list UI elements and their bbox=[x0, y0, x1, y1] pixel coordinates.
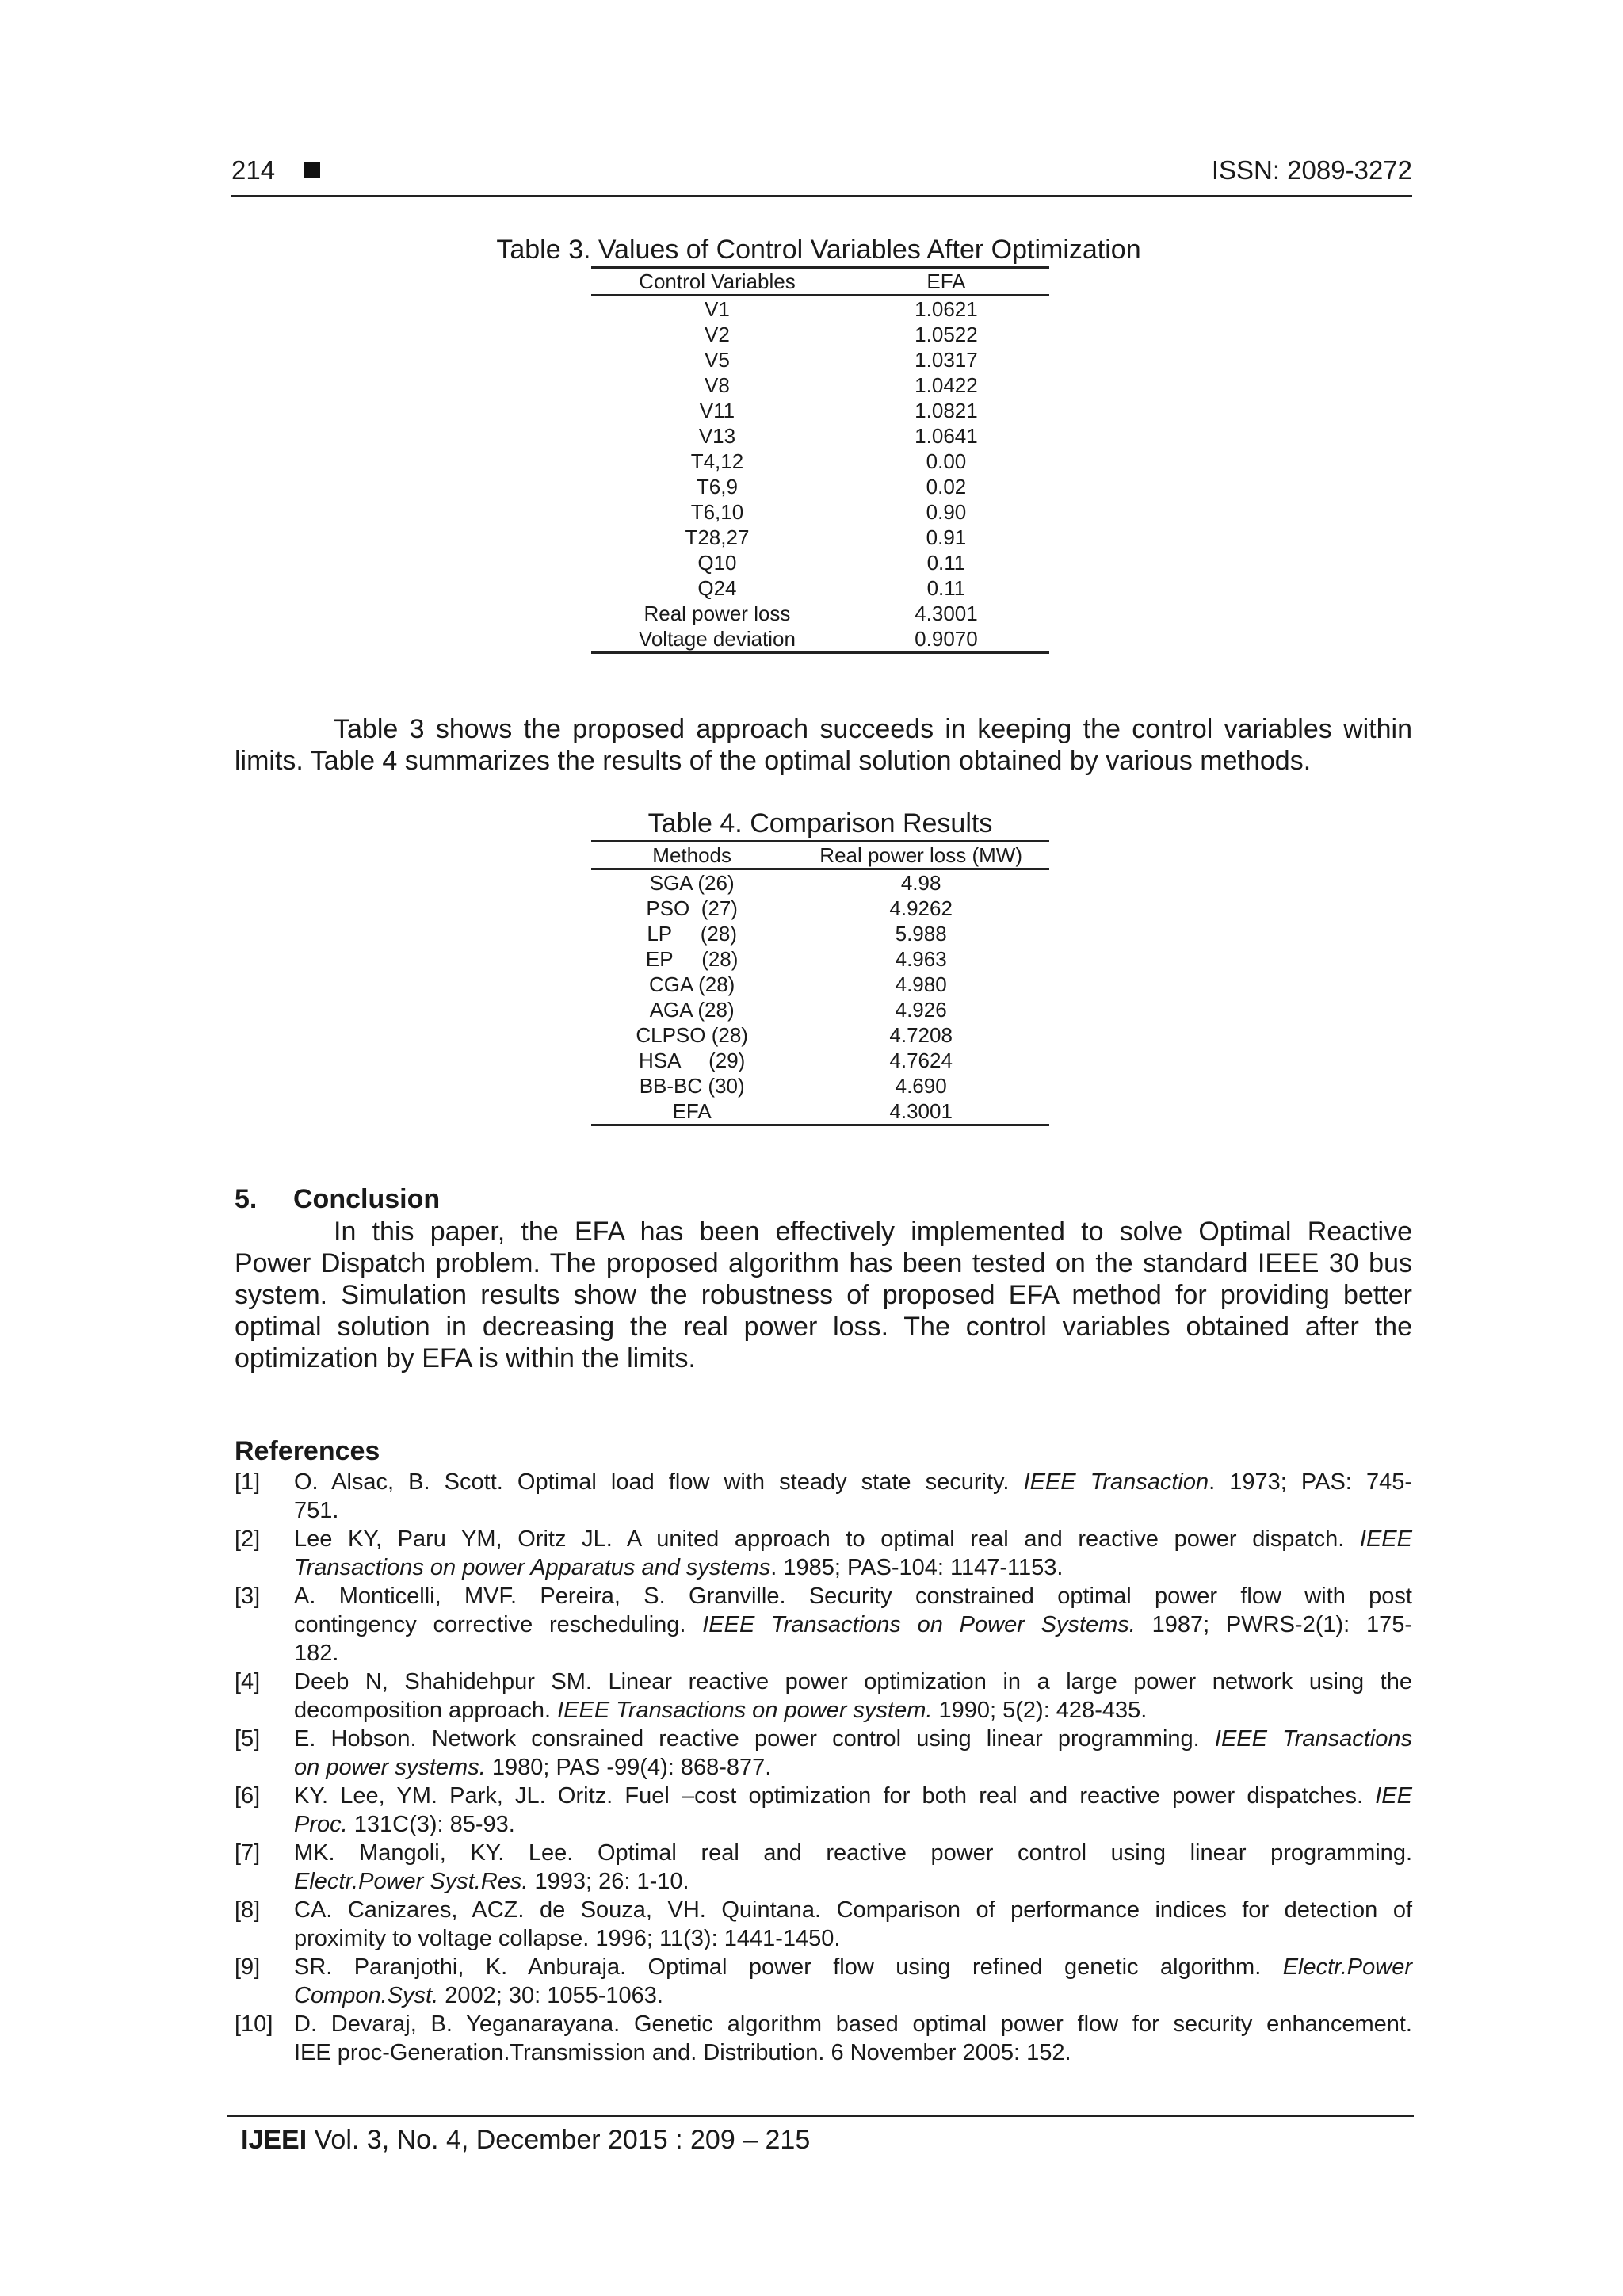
column-header: EFA bbox=[843, 268, 1049, 296]
reference-item bbox=[235, 2010, 1412, 2067]
table-row bbox=[591, 449, 1049, 474]
value-cell: 0.9070 bbox=[843, 626, 1049, 653]
table-row bbox=[591, 499, 1049, 525]
row-label-cell: V11 bbox=[699, 399, 735, 422]
paragraph-line: optimal solution in decreasing the real power loss. The control variables obtained after the bbox=[235, 1312, 1412, 1342]
reference-source: IEEE bbox=[1359, 1526, 1412, 1552]
reference-source: IEEE Transactions on power system. bbox=[557, 1698, 933, 1723]
reference-item bbox=[235, 1896, 1412, 1953]
table-row bbox=[591, 997, 1049, 1022]
table-row bbox=[591, 474, 1049, 499]
value-cell: 4.926 bbox=[895, 998, 947, 1022]
value-cell: 1.0317 bbox=[915, 348, 978, 372]
row-label-cell: BB-BC (30) bbox=[639, 1074, 745, 1098]
reference-line bbox=[294, 1953, 1412, 1981]
reference-source: IEE bbox=[1375, 1783, 1412, 1809]
paragraph-table3-discussion bbox=[235, 713, 1412, 777]
value-cell: 1.0621 bbox=[915, 297, 978, 321]
reference-number: [7] bbox=[235, 1840, 261, 1866]
reference-text: 1980; PAS -99(4): 868-877. bbox=[485, 1755, 772, 1780]
table-row bbox=[591, 347, 1049, 372]
table-row bbox=[591, 1098, 1049, 1125]
table4 bbox=[591, 840, 1049, 1126]
reference-item bbox=[235, 1953, 1412, 2010]
journal-name: IJEEI bbox=[241, 2125, 307, 2155]
journal-details: Vol. 3, No. 4, December 2015 : 209 – 215 bbox=[314, 2125, 811, 2155]
reference-text: 1990; 5(2): 428-435. bbox=[932, 1698, 1148, 1723]
value-cell: 4.690 bbox=[895, 1074, 947, 1098]
table-header-row bbox=[591, 268, 1049, 296]
reference-line bbox=[294, 1696, 1412, 1725]
page-footer bbox=[227, 2115, 1414, 2156]
table3-caption: Table 3. Values of Control Variables After Optimization bbox=[496, 235, 1141, 265]
reference-item bbox=[235, 1668, 1412, 1725]
reference-line bbox=[294, 1496, 1412, 1525]
value-cell: 4.7208 bbox=[889, 1023, 953, 1047]
paragraph-line: optimization by EFA is within the limits. bbox=[235, 1343, 697, 1373]
reference-line bbox=[294, 1468, 1412, 1496]
row-label-cell: CGA (28) bbox=[648, 972, 735, 996]
reference-line bbox=[294, 2038, 1412, 2067]
table-row bbox=[591, 896, 1049, 921]
section-title: Conclusion bbox=[293, 1184, 441, 1214]
value-cell: 4.9262 bbox=[889, 896, 953, 920]
value-cell: 4.963 bbox=[895, 947, 947, 971]
table-row bbox=[591, 1073, 1049, 1098]
page-number: 214 bbox=[231, 155, 276, 185]
table-row bbox=[591, 525, 1049, 550]
table-row bbox=[591, 601, 1049, 626]
reference-text: 2002; 30: 1055-1063. bbox=[438, 1983, 663, 2008]
row-label-cell: T6,9 bbox=[696, 475, 738, 499]
section-heading bbox=[235, 1184, 440, 1215]
reference-line bbox=[294, 1896, 1412, 1924]
reference-source: IEEE Transactions bbox=[1214, 1726, 1412, 1752]
table-row bbox=[591, 423, 1049, 449]
value-cell: 0.91 bbox=[926, 525, 967, 549]
reference-source: Compon.Syst. bbox=[294, 1983, 439, 2008]
reference-line bbox=[294, 1610, 1412, 1639]
reference-source: on power systems. bbox=[294, 1755, 486, 1780]
row-label-cell: V1 bbox=[705, 297, 730, 321]
table-row bbox=[591, 921, 1049, 946]
reference-source: Electr.Power Syst.Res. bbox=[294, 1869, 529, 1894]
reference-number: [2] bbox=[235, 1526, 261, 1552]
reference-number: [6] bbox=[235, 1783, 261, 1809]
column-header: Control Variables bbox=[591, 268, 843, 296]
row-label-cell: EP (28) bbox=[645, 947, 739, 971]
reference-line bbox=[294, 1582, 1412, 1610]
reference-item bbox=[235, 1782, 1412, 1839]
conclusion-paragraph bbox=[235, 1216, 1412, 1374]
table-row bbox=[591, 296, 1049, 323]
value-cell: 4.3001 bbox=[792, 1098, 1049, 1125]
row-label-cell: AGA (28) bbox=[649, 998, 735, 1022]
reference-text: 182. bbox=[294, 1641, 339, 1666]
reference-line bbox=[294, 1981, 1412, 2010]
reference-text: 1987; PWRS-2(1): 175- bbox=[1135, 1612, 1413, 1637]
table-row bbox=[591, 626, 1049, 653]
row-label-cell: V2 bbox=[705, 323, 730, 346]
reference-text: proximity to voltage collapse. 1996; 11(3): 1441-1450. bbox=[294, 1926, 841, 1951]
reference-list bbox=[235, 1468, 1412, 2067]
reference-text: Lee KY, Paru YM, Oritz JL. A united approach to optimal real and reactive power dispatch. bbox=[294, 1526, 1360, 1552]
table3 bbox=[591, 266, 1049, 654]
value-cell: 0.00 bbox=[926, 449, 967, 473]
table-row bbox=[591, 1048, 1049, 1073]
value-cell: 1.0422 bbox=[915, 373, 978, 397]
reference-source: IEEE Transactions on Power Systems. bbox=[702, 1612, 1136, 1637]
table-row bbox=[591, 550, 1049, 575]
reference-line bbox=[294, 1867, 1412, 1896]
value-cell: 1.0821 bbox=[915, 399, 978, 422]
paragraph-line: limits. Table 4 summarizes the results of the optimal solution obtained by various methods. bbox=[235, 746, 1312, 776]
reference-number: [10] bbox=[235, 2011, 273, 2037]
value-cell: 1.0641 bbox=[915, 424, 978, 448]
value-cell: 0.02 bbox=[926, 475, 967, 499]
reference-number: [3] bbox=[235, 1584, 261, 1609]
table-row bbox=[591, 322, 1049, 347]
value-cell: 0.11 bbox=[926, 551, 966, 575]
table-row bbox=[591, 372, 1049, 398]
reference-line bbox=[294, 1668, 1412, 1696]
row-label-cell: PSO (27) bbox=[646, 896, 738, 920]
row-label-cell: T4,12 bbox=[690, 449, 744, 473]
column-header: Methods bbox=[591, 842, 792, 869]
reference-text: E. Hobson. Network consrained reactive power control using linear programming. bbox=[294, 1726, 1215, 1752]
reference-text: . 1973; PAS: 745- bbox=[1209, 1469, 1412, 1495]
table-row bbox=[591, 869, 1049, 896]
reference-line bbox=[294, 1782, 1412, 1810]
reference-text: O. Alsac, B. Scott. Optimal load flow with steady state security. bbox=[294, 1469, 1024, 1495]
reference-text: SR. Paranjothi, K. Anburaja. Optimal power flow using refined genetic algorithm. bbox=[294, 1954, 1283, 1980]
reference-text: contingency corrective rescheduling. bbox=[294, 1612, 703, 1637]
value-cell: 4.3001 bbox=[915, 602, 978, 625]
paragraph-line: In this paper, the EFA has been effectively implemented to solve Optimal Reactive bbox=[334, 1217, 1412, 1247]
reference-number: [5] bbox=[235, 1726, 261, 1752]
reference-text: CA. Canizares, ACZ. de Souza, VH. Quintana. Comparison of performance indices for detection of bbox=[294, 1897, 1412, 1923]
reference-text: 1993; 26: 1-10. bbox=[528, 1869, 689, 1894]
value-cell: 4.980 bbox=[895, 972, 947, 996]
reference-line bbox=[294, 1639, 1412, 1668]
reference-number: [4] bbox=[235, 1669, 261, 1694]
reference-number: [9] bbox=[235, 1954, 261, 1980]
reference-text: decomposition approach. bbox=[294, 1698, 558, 1723]
reference-item bbox=[235, 1582, 1412, 1668]
references-heading: References bbox=[235, 1436, 380, 1466]
reference-text: A. Monticelli, MVF. Pereira, S. Granville. Security constrained optimal power flow with post bbox=[294, 1584, 1412, 1609]
value-cell: 1.0522 bbox=[915, 323, 978, 346]
reference-text: 131C(3): 85-93. bbox=[347, 1812, 515, 1837]
reference-source: Electr.Power bbox=[1282, 1954, 1412, 1980]
reference-text: D. Devaraj, B. Yeganarayana. Genetic algorithm based optimal power flow for security enhancement. bbox=[294, 2011, 1412, 2037]
reference-line bbox=[294, 1810, 1412, 1839]
reference-item bbox=[235, 1725, 1412, 1782]
reference-text: 751. bbox=[294, 1498, 339, 1523]
reference-line bbox=[294, 1753, 1412, 1782]
reference-source: Proc. bbox=[294, 1812, 348, 1837]
row-label-cell: V5 bbox=[705, 348, 730, 372]
reference-text: IEE proc-Generation.Transmission and. Distribution. 6 November 2005: 152. bbox=[294, 2040, 1071, 2065]
table-row bbox=[591, 398, 1049, 423]
reference-line bbox=[294, 1525, 1412, 1553]
reference-source: IEEE Transaction bbox=[1023, 1469, 1209, 1495]
row-label-cell: Real power loss bbox=[643, 602, 791, 625]
row-label-cell: Q10 bbox=[697, 551, 737, 575]
reference-line bbox=[294, 1553, 1412, 1582]
value-cell: 0.90 bbox=[926, 500, 967, 524]
row-label-cell: Voltage deviation bbox=[591, 626, 843, 653]
reference-line bbox=[294, 1725, 1412, 1753]
row-label-cell: CLPSO (28) bbox=[636, 1023, 748, 1047]
paragraph-line: system. Simulation results show the robustness of proposed EFA method for providing better bbox=[235, 1280, 1412, 1310]
square-bullet-icon bbox=[304, 162, 320, 178]
table-row bbox=[591, 946, 1049, 972]
value-cell: 5.988 bbox=[895, 922, 947, 946]
reference-text: Deeb N, Shahidehpur SM. Linear reactive power optimization in a large power network using the bbox=[294, 1669, 1412, 1694]
row-label-cell: SGA (26) bbox=[649, 871, 735, 895]
reference-line bbox=[294, 1839, 1412, 1867]
reference-line bbox=[294, 2010, 1412, 2038]
reference-number: [8] bbox=[235, 1897, 261, 1923]
table4-caption: Table 4. Comparison Results bbox=[647, 808, 993, 839]
reference-item bbox=[235, 1468, 1412, 1525]
value-cell: 4.98 bbox=[900, 871, 941, 895]
table-row bbox=[591, 575, 1049, 601]
paragraph-line: Power Dispatch problem. The proposed algorithm has been tested on the standard IEEE 30 bus bbox=[235, 1248, 1412, 1278]
reference-item bbox=[235, 1525, 1412, 1582]
row-label-cell: V8 bbox=[705, 373, 730, 397]
row-label-cell: Q24 bbox=[697, 576, 737, 600]
reference-text: KY. Lee, YM. Park, JL. Oritz. Fuel –cost optimization for both real and reactive power dispatches. bbox=[294, 1783, 1376, 1809]
value-cell: 0.11 bbox=[926, 576, 966, 600]
row-label-cell: EFA bbox=[591, 1098, 792, 1125]
table-header-row bbox=[591, 842, 1049, 869]
row-label-cell: LP (28) bbox=[647, 922, 737, 946]
reference-text: . 1985; PAS-104: 1147-1153. bbox=[770, 1555, 1064, 1580]
row-label-cell: HSA (29) bbox=[638, 1049, 746, 1072]
reference-source: Transactions on power Apparatus and systems bbox=[294, 1555, 771, 1580]
reference-number: [1] bbox=[235, 1469, 261, 1495]
issn: ISSN: 2089-3272 bbox=[1211, 155, 1412, 185]
row-label-cell: T6,10 bbox=[690, 500, 744, 524]
reference-item bbox=[235, 1839, 1412, 1896]
paragraph-line: Table 3 shows the proposed approach succeeds in keeping the control variables within bbox=[334, 714, 1412, 744]
table-row bbox=[591, 1022, 1049, 1048]
table-row bbox=[591, 972, 1049, 997]
reference-text: MK. Mangoli, KY. Lee. Optimal real and reactive power control using linear programming. bbox=[294, 1840, 1412, 1866]
page-header bbox=[231, 155, 1412, 197]
section-number: 5. bbox=[235, 1184, 258, 1214]
row-label-cell: V13 bbox=[698, 424, 736, 448]
reference-line bbox=[294, 1924, 1412, 1953]
value-cell: 4.7624 bbox=[889, 1049, 953, 1072]
row-label-cell: T28,27 bbox=[685, 525, 750, 549]
column-header: Real power loss (MW) bbox=[792, 842, 1049, 869]
